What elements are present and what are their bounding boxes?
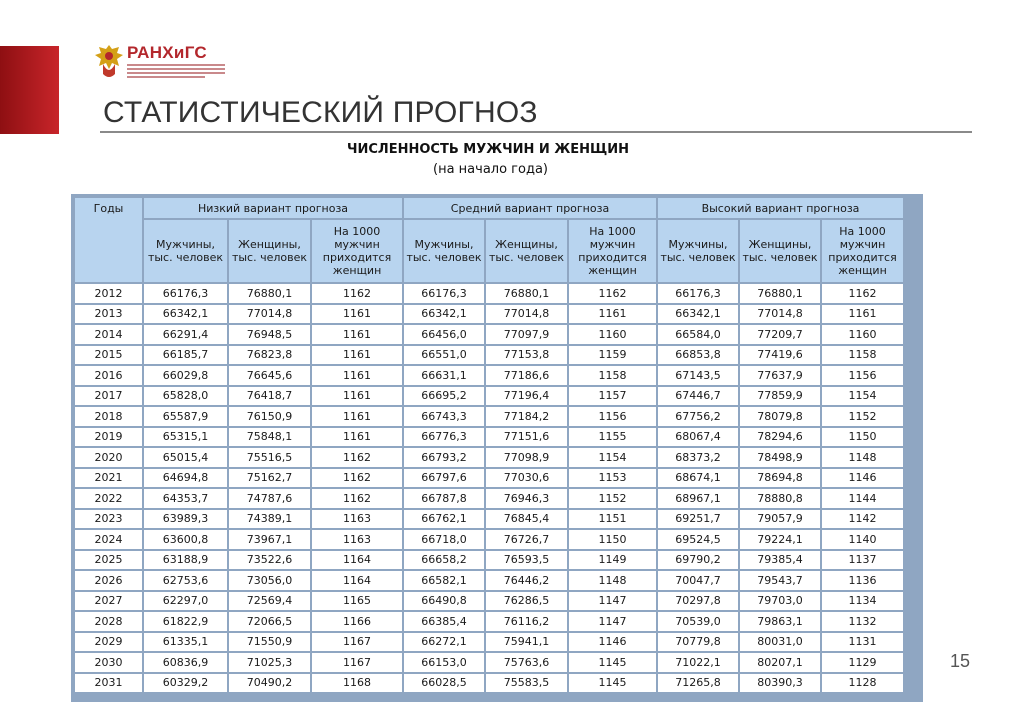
col-header-women: Женщины, тыс. человек xyxy=(740,220,820,282)
logo-tagline xyxy=(127,64,225,80)
table-row xyxy=(75,284,903,303)
value-cell: 66385,4 xyxy=(404,612,484,631)
value-cell: 77151,6 xyxy=(486,428,567,447)
value-cell: 1159 xyxy=(569,346,656,365)
year-cell: 2017 xyxy=(75,387,142,406)
year-cell: 2024 xyxy=(75,530,142,549)
value-cell: 75583,5 xyxy=(486,674,567,693)
value-cell: 1161 xyxy=(312,325,402,344)
table-row xyxy=(75,633,903,652)
value-cell: 76948,5 xyxy=(229,325,310,344)
value-cell: 76845,4 xyxy=(486,510,567,529)
value-cell: 66718,0 xyxy=(404,530,484,549)
value-cell: 76823,8 xyxy=(229,346,310,365)
value-cell: 75848,1 xyxy=(229,428,310,447)
value-cell: 77098,9 xyxy=(486,448,567,467)
value-cell: 1147 xyxy=(569,592,656,611)
value-cell: 65587,9 xyxy=(144,407,227,426)
value-cell: 66342,1 xyxy=(658,305,738,324)
value-cell: 77209,7 xyxy=(740,325,820,344)
value-cell: 1153 xyxy=(569,469,656,488)
table-row xyxy=(75,469,903,488)
value-cell: 72569,4 xyxy=(229,592,310,611)
year-cell: 2015 xyxy=(75,346,142,365)
value-cell: 1151 xyxy=(569,510,656,529)
value-cell: 66584,0 xyxy=(658,325,738,344)
value-cell: 64353,7 xyxy=(144,489,227,508)
title-divider xyxy=(100,131,972,133)
value-cell: 60329,2 xyxy=(144,674,227,693)
value-cell: 66853,8 xyxy=(658,346,738,365)
value-cell: 66185,7 xyxy=(144,346,227,365)
value-cell: 66793,2 xyxy=(404,448,484,467)
value-cell: 1167 xyxy=(312,653,402,672)
value-cell: 66028,5 xyxy=(404,674,484,693)
value-cell: 66342,1 xyxy=(404,305,484,324)
value-cell: 74787,6 xyxy=(229,489,310,508)
table-row xyxy=(75,346,903,365)
value-cell: 1165 xyxy=(312,592,402,611)
value-cell: 66743,3 xyxy=(404,407,484,426)
value-cell: 79703,0 xyxy=(740,592,820,611)
value-cell: 78880,8 xyxy=(740,489,820,508)
year-cell: 2027 xyxy=(75,592,142,611)
value-cell: 1129 xyxy=(822,653,903,672)
col-header-men: Мужчины, тыс. человек xyxy=(404,220,484,282)
year-cell: 2020 xyxy=(75,448,142,467)
table-row xyxy=(75,325,903,344)
value-cell: 70490,2 xyxy=(229,674,310,693)
value-cell: 63989,3 xyxy=(144,510,227,529)
value-cell: 1137 xyxy=(822,551,903,570)
value-cell: 1163 xyxy=(312,530,402,549)
value-cell: 1161 xyxy=(312,346,402,365)
value-cell: 71025,3 xyxy=(229,653,310,672)
value-cell: 1142 xyxy=(822,510,903,529)
value-cell: 1160 xyxy=(569,325,656,344)
year-cell: 2028 xyxy=(75,612,142,631)
page-number: 15 xyxy=(950,651,971,671)
value-cell: 62297,0 xyxy=(144,592,227,611)
col-header-women: Женщины, тыс. человек xyxy=(486,220,567,282)
value-cell: 1162 xyxy=(822,284,903,303)
value-cell: 76946,3 xyxy=(486,489,567,508)
value-cell: 1161 xyxy=(312,305,402,324)
value-cell: 69524,5 xyxy=(658,530,738,549)
col-header-ratio: На 1000 мужчин приходится женщин xyxy=(312,220,402,282)
value-cell: 68373,2 xyxy=(658,448,738,467)
value-cell: 78498,9 xyxy=(740,448,820,467)
value-cell: 66787,8 xyxy=(404,489,484,508)
value-cell: 1161 xyxy=(312,407,402,426)
value-cell: 79385,4 xyxy=(740,551,820,570)
year-cell: 2014 xyxy=(75,325,142,344)
year-cell: 2018 xyxy=(75,407,142,426)
value-cell: 66551,0 xyxy=(404,346,484,365)
year-cell: 2025 xyxy=(75,551,142,570)
value-cell: 1145 xyxy=(569,674,656,693)
value-cell: 1154 xyxy=(569,448,656,467)
value-cell: 77184,2 xyxy=(486,407,567,426)
table-row xyxy=(75,305,903,324)
value-cell: 66176,3 xyxy=(144,284,227,303)
value-cell: 79543,7 xyxy=(740,571,820,590)
value-cell: 80207,1 xyxy=(740,653,820,672)
value-cell: 69790,2 xyxy=(658,551,738,570)
value-cell: 70779,8 xyxy=(658,633,738,652)
value-cell: 1161 xyxy=(569,305,656,324)
value-cell: 60836,9 xyxy=(144,653,227,672)
value-cell: 1152 xyxy=(822,407,903,426)
value-cell: 1161 xyxy=(312,428,402,447)
year-cell: 2013 xyxy=(75,305,142,324)
value-cell: 75516,5 xyxy=(229,448,310,467)
value-cell: 67143,5 xyxy=(658,366,738,385)
value-cell: 1156 xyxy=(822,366,903,385)
value-cell: 77859,9 xyxy=(740,387,820,406)
slide-title: СТАТИСТИЧЕСКИЙ ПРОГНОЗ xyxy=(103,96,538,129)
value-cell: 80390,3 xyxy=(740,674,820,693)
value-cell: 76726,7 xyxy=(486,530,567,549)
value-cell: 66762,1 xyxy=(404,510,484,529)
value-cell: 71265,8 xyxy=(658,674,738,693)
value-cell: 67446,7 xyxy=(658,387,738,406)
year-cell: 2022 xyxy=(75,489,142,508)
group-header-medium: Средний вариант прогноза xyxy=(404,198,656,218)
value-cell: 72066,5 xyxy=(229,612,310,631)
value-cell: 1157 xyxy=(569,387,656,406)
table-row xyxy=(75,428,903,447)
value-cell: 80031,0 xyxy=(740,633,820,652)
table-row xyxy=(75,674,903,693)
logo xyxy=(93,42,233,82)
value-cell: 79057,9 xyxy=(740,510,820,529)
value-cell: 1149 xyxy=(569,551,656,570)
year-cell: 2031 xyxy=(75,674,142,693)
value-cell: 66029,8 xyxy=(144,366,227,385)
value-cell: 76150,9 xyxy=(229,407,310,426)
table-row xyxy=(75,592,903,611)
value-cell: 66582,1 xyxy=(404,571,484,590)
value-cell: 1155 xyxy=(569,428,656,447)
value-cell: 76880,1 xyxy=(229,284,310,303)
value-cell: 66797,6 xyxy=(404,469,484,488)
value-cell: 1158 xyxy=(569,366,656,385)
value-cell: 1164 xyxy=(312,571,402,590)
value-cell: 77014,8 xyxy=(740,305,820,324)
year-cell: 2021 xyxy=(75,469,142,488)
value-cell: 1140 xyxy=(822,530,903,549)
table-row xyxy=(75,551,903,570)
value-cell: 1154 xyxy=(822,387,903,406)
value-cell: 1136 xyxy=(822,571,903,590)
value-cell: 66176,3 xyxy=(404,284,484,303)
forecast-table xyxy=(73,196,905,694)
year-cell: 2026 xyxy=(75,571,142,590)
year-cell: 2030 xyxy=(75,653,142,672)
value-cell: 1134 xyxy=(822,592,903,611)
value-cell: 1160 xyxy=(822,325,903,344)
value-cell: 79863,1 xyxy=(740,612,820,631)
value-cell: 1162 xyxy=(312,284,402,303)
value-cell: 1150 xyxy=(822,428,903,447)
value-cell: 1144 xyxy=(822,489,903,508)
value-cell: 1150 xyxy=(569,530,656,549)
value-cell: 76593,5 xyxy=(486,551,567,570)
value-cell: 66456,0 xyxy=(404,325,484,344)
year-header: Годы xyxy=(75,198,142,282)
value-cell: 1162 xyxy=(312,469,402,488)
value-cell: 76645,6 xyxy=(229,366,310,385)
value-cell: 66272,1 xyxy=(404,633,484,652)
value-cell: 66658,2 xyxy=(404,551,484,570)
year-cell: 2029 xyxy=(75,633,142,652)
value-cell: 71550,9 xyxy=(229,633,310,652)
value-cell: 1164 xyxy=(312,551,402,570)
value-cell: 1128 xyxy=(822,674,903,693)
value-cell: 1152 xyxy=(569,489,656,508)
value-cell: 1158 xyxy=(822,346,903,365)
value-cell: 77014,8 xyxy=(486,305,567,324)
table-row xyxy=(75,407,903,426)
value-cell: 63600,8 xyxy=(144,530,227,549)
value-cell: 66291,4 xyxy=(144,325,227,344)
value-cell: 1148 xyxy=(822,448,903,467)
value-cell: 66342,1 xyxy=(144,305,227,324)
value-cell: 68067,4 xyxy=(658,428,738,447)
value-cell: 73056,0 xyxy=(229,571,310,590)
table-row xyxy=(75,510,903,529)
accent-bar xyxy=(0,46,59,134)
eagle-emblem-icon xyxy=(93,42,125,80)
col-header-men: Мужчины, тыс. человек xyxy=(658,220,738,282)
value-cell: 77196,4 xyxy=(486,387,567,406)
value-cell: 66490,8 xyxy=(404,592,484,611)
value-cell: 66776,3 xyxy=(404,428,484,447)
group-header-low: Низкий вариант прогноза xyxy=(144,198,402,218)
value-cell: 70297,8 xyxy=(658,592,738,611)
value-cell: 65315,1 xyxy=(144,428,227,447)
value-cell: 66176,3 xyxy=(658,284,738,303)
value-cell: 75763,6 xyxy=(486,653,567,672)
value-cell: 1161 xyxy=(312,387,402,406)
table-title: ЧИСЛЕННОСТЬ МУЖЧИН И ЖЕНЩИН xyxy=(347,142,629,157)
value-cell: 1146 xyxy=(569,633,656,652)
value-cell: 1162 xyxy=(569,284,656,303)
value-cell: 77014,8 xyxy=(229,305,310,324)
value-cell: 76418,7 xyxy=(229,387,310,406)
value-cell: 73522,6 xyxy=(229,551,310,570)
value-cell: 1168 xyxy=(312,674,402,693)
value-cell: 1161 xyxy=(312,366,402,385)
value-cell: 1147 xyxy=(569,612,656,631)
value-cell: 65828,0 xyxy=(144,387,227,406)
value-cell: 68674,1 xyxy=(658,469,738,488)
value-cell: 64694,8 xyxy=(144,469,227,488)
value-cell: 1131 xyxy=(822,633,903,652)
value-cell: 1167 xyxy=(312,633,402,652)
col-header-ratio: На 1000 мужчин приходится женщин xyxy=(569,220,656,282)
year-cell: 2016 xyxy=(75,366,142,385)
value-cell: 77186,6 xyxy=(486,366,567,385)
year-cell: 2012 xyxy=(75,284,142,303)
value-cell: 77419,6 xyxy=(740,346,820,365)
value-cell: 77637,9 xyxy=(740,366,820,385)
value-cell: 70539,0 xyxy=(658,612,738,631)
group-header-high: Высокий вариант прогноза xyxy=(658,198,903,218)
value-cell: 61335,1 xyxy=(144,633,227,652)
year-cell: 2019 xyxy=(75,428,142,447)
table-row xyxy=(75,571,903,590)
value-cell: 76116,2 xyxy=(486,612,567,631)
value-cell: 67756,2 xyxy=(658,407,738,426)
col-header-ratio: На 1000 мужчин приходится женщин xyxy=(822,220,903,282)
value-cell: 73967,1 xyxy=(229,530,310,549)
value-cell: 79224,1 xyxy=(740,530,820,549)
table-row xyxy=(75,448,903,467)
col-header-women: Женщины, тыс. человек xyxy=(229,220,310,282)
value-cell: 1161 xyxy=(822,305,903,324)
value-cell: 77097,9 xyxy=(486,325,567,344)
value-cell: 71022,1 xyxy=(658,653,738,672)
forecast-table-frame xyxy=(71,194,923,702)
value-cell: 76880,1 xyxy=(740,284,820,303)
value-cell: 74389,1 xyxy=(229,510,310,529)
value-cell: 1163 xyxy=(312,510,402,529)
table-row xyxy=(75,387,903,406)
value-cell: 76880,1 xyxy=(486,284,567,303)
value-cell: 1166 xyxy=(312,612,402,631)
value-cell: 66695,2 xyxy=(404,387,484,406)
value-cell: 1148 xyxy=(569,571,656,590)
value-cell: 61822,9 xyxy=(144,612,227,631)
value-cell: 77153,8 xyxy=(486,346,567,365)
value-cell: 76446,2 xyxy=(486,571,567,590)
value-cell: 77030,6 xyxy=(486,469,567,488)
value-cell: 69251,7 xyxy=(658,510,738,529)
table-subtitle: (на начало года) xyxy=(433,162,548,177)
value-cell: 70047,7 xyxy=(658,571,738,590)
value-cell: 1162 xyxy=(312,448,402,467)
value-cell: 1162 xyxy=(312,489,402,508)
value-cell: 66631,1 xyxy=(404,366,484,385)
value-cell: 75941,1 xyxy=(486,633,567,652)
value-cell: 66153,0 xyxy=(404,653,484,672)
value-cell: 78694,8 xyxy=(740,469,820,488)
col-header-men: Мужчины, тыс. человек xyxy=(144,220,227,282)
value-cell: 1156 xyxy=(569,407,656,426)
value-cell: 76286,5 xyxy=(486,592,567,611)
value-cell: 63188,9 xyxy=(144,551,227,570)
value-cell: 68967,1 xyxy=(658,489,738,508)
value-cell: 75162,7 xyxy=(229,469,310,488)
value-cell: 1145 xyxy=(569,653,656,672)
table-row xyxy=(75,653,903,672)
value-cell: 78079,8 xyxy=(740,407,820,426)
value-cell: 1146 xyxy=(822,469,903,488)
value-cell: 78294,6 xyxy=(740,428,820,447)
table-row xyxy=(75,612,903,631)
logo-name: РАНХиГС xyxy=(127,43,207,62)
table-row xyxy=(75,489,903,508)
table-row xyxy=(75,530,903,549)
year-cell: 2023 xyxy=(75,510,142,529)
value-cell: 62753,6 xyxy=(144,571,227,590)
table-row xyxy=(75,366,903,385)
value-cell: 65015,4 xyxy=(144,448,227,467)
value-cell: 1132 xyxy=(822,612,903,631)
